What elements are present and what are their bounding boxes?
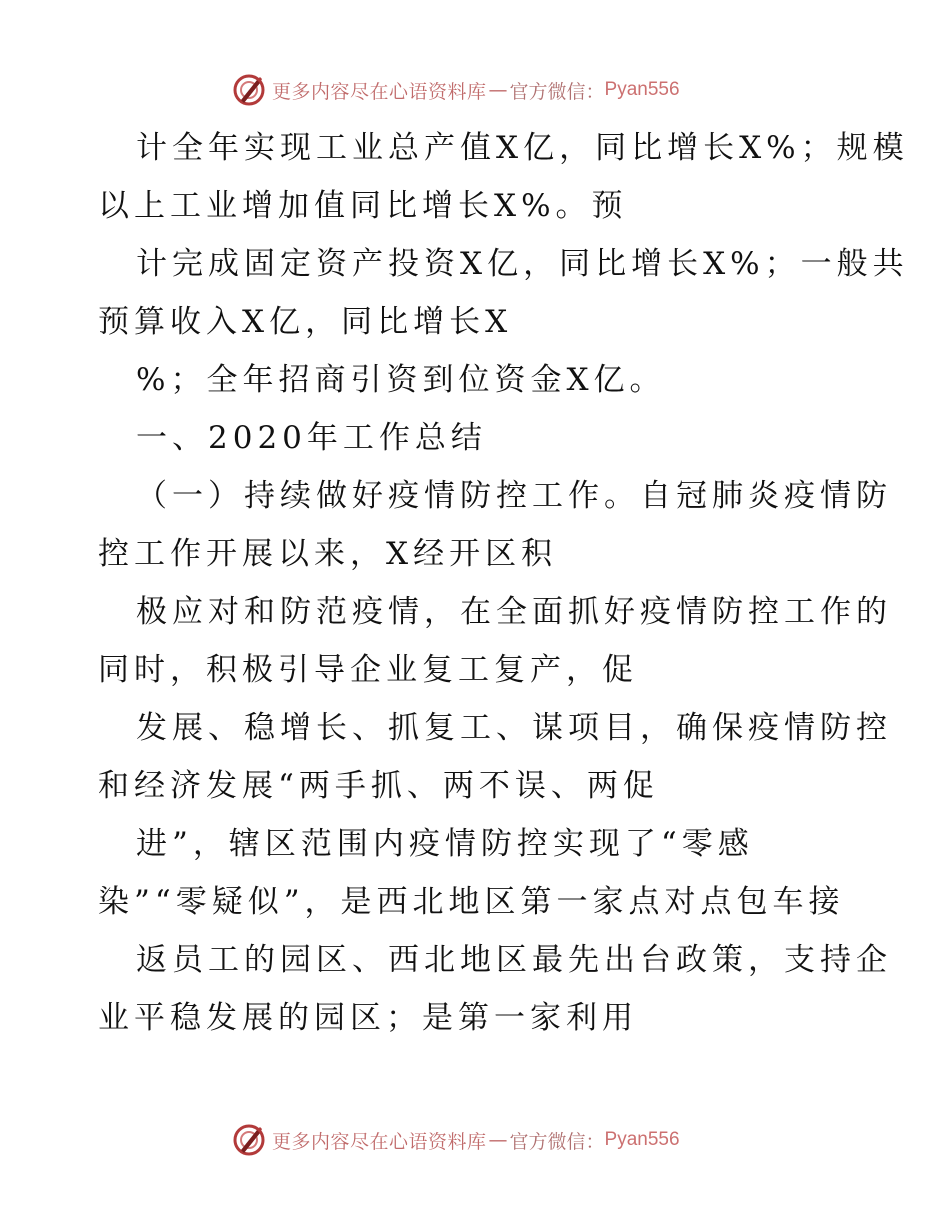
watermark-label: 官方微信：	[509, 80, 605, 103]
watermark-site-text: 更多内容尽在心语资料库	[272, 80, 487, 103]
text-line: （一）持续做好疫情防控工作。自冠肺炎疫情防	[136, 478, 892, 514]
watermark-label: 官方微信：	[509, 1130, 605, 1153]
text-line: 控工作开展以来，X经开区积	[98, 536, 558, 572]
text-line: 同时，积极引导企业复工复产，促	[98, 652, 638, 688]
text-line: 和经济发展“两手抓、两不误、两促	[98, 768, 659, 804]
watermark-dash: —	[488, 79, 508, 101]
text-line: 计完成固定资产投资X亿，同比增长X%；一般共	[136, 246, 909, 282]
text-line: 极应对和防范疫情，在全面抓好疫情防控工作的	[136, 594, 892, 630]
text-line: %；全年招商引资到位资金X亿。	[136, 362, 666, 398]
footer-watermark	[232, 1122, 680, 1158]
text-line: 预算收入X亿，同比增长X	[98, 304, 513, 340]
text-line: 发展、稳增长、抓复工、谋项目，确保疫情防控	[136, 710, 892, 746]
watermark-site-text: 更多内容尽在心语资料库	[272, 1130, 487, 1153]
watermark-logo-icon	[232, 1123, 266, 1157]
text-line: 计全年实现工业总产值X亿，同比增长X%；规模	[136, 130, 909, 166]
text-line: 业平稳发展的园区；是第一家利用	[98, 1000, 638, 1036]
watermark-account: Pyan556	[604, 1129, 680, 1150]
text-line: 染”“零疑似”，是西北地区第一家点对点包车接	[98, 884, 845, 920]
section-heading: 一、2020年工作总结	[136, 420, 487, 456]
watermark-account: Pyan556	[604, 79, 680, 100]
text-line: 进”，辖区范围内疫情防控实现了“零感	[136, 826, 754, 862]
text-line: 以上工业增加值同比增长X%。预	[98, 188, 628, 224]
text-line: 返员工的园区、西北地区最先出台政策，支持企	[136, 942, 892, 978]
watermark-dash: —	[488, 1129, 508, 1151]
